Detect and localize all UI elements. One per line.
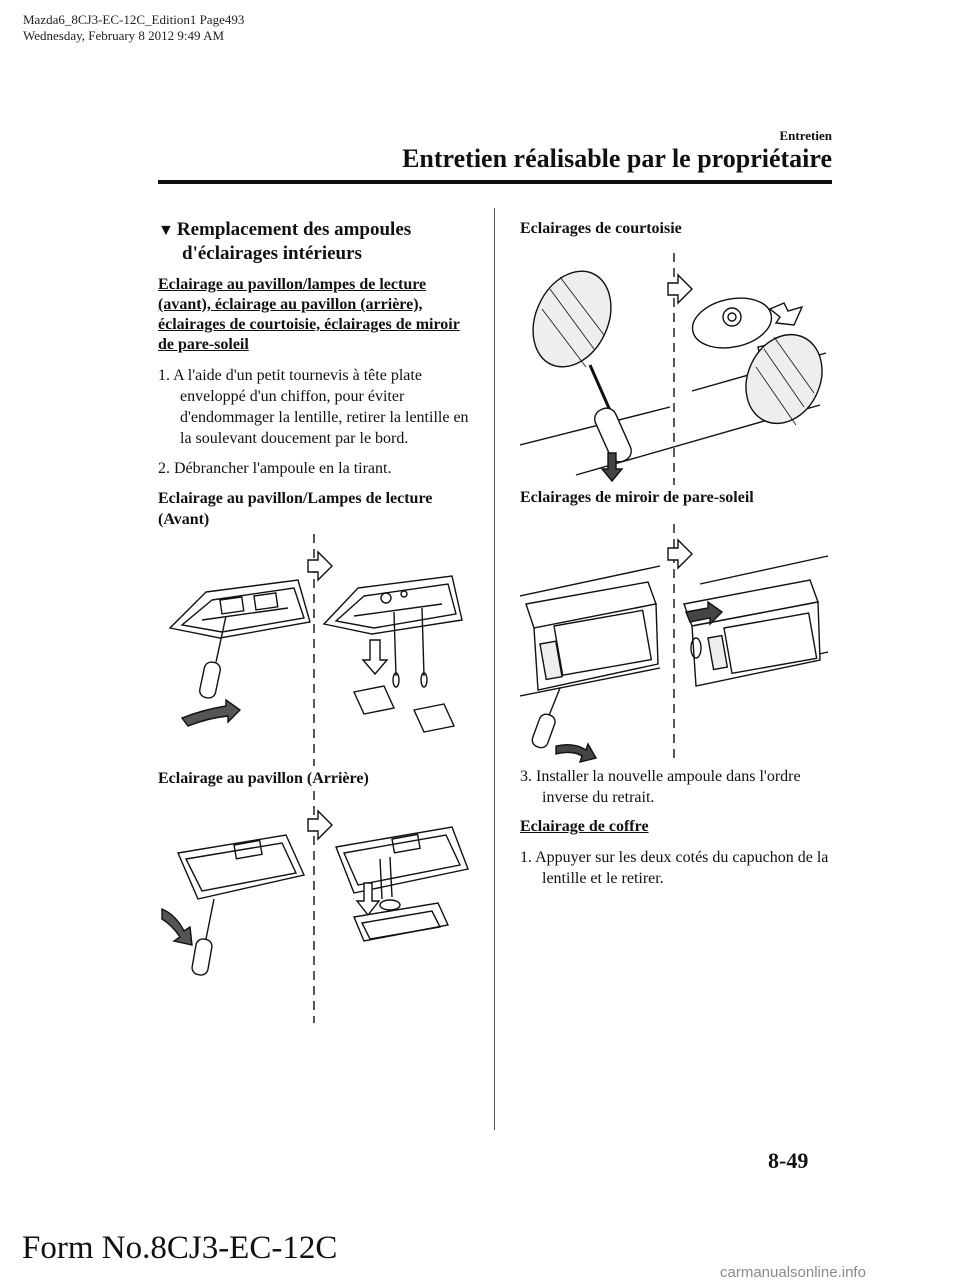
header-rule <box>158 180 832 184</box>
caption-vanity-mirror-lamp: Eclairages de miroir de pare-soleil <box>520 489 754 506</box>
triangle-bullet-icon: ▼ <box>158 222 174 239</box>
caption-courtesy-lamp: Eclairages de courtoisie <box>520 220 682 237</box>
section-heading <box>158 218 476 265</box>
column-divider <box>494 208 495 1130</box>
trunk-step-1: 1. Appuyer sur les deux cotés du capuchon de la lentille et le retirer. <box>520 849 829 887</box>
watermark: carmanualsonline.info <box>720 1264 866 1281</box>
step-1: 1. A l'aide d'un petit tournevis à tête plate enveloppé d'un chiffon, pour éviter d'endommager la lentille, retirer la lentille en la soulevant doucement par le bord. <box>158 367 469 447</box>
right-column <box>520 218 840 898</box>
caption-front-map-lamp: Eclairage au pavillon/Lampes de lecture (Avant) <box>158 490 433 528</box>
page-title: Entretien réalisable par le propriétaire <box>402 144 832 173</box>
courtesy-lamp-illustration <box>520 239 840 487</box>
trunk-lamp-heading: Eclairage de coffre <box>520 818 649 835</box>
step-3: 3. Installer la nouvelle ampoule dans l'ordre inverse du retrait. <box>520 768 801 806</box>
meta-line-1: Mazda6_8CJ3-EC-12C_Edition1 Page493 <box>23 12 245 27</box>
rear-dome-lamp-illustration <box>158 789 476 1025</box>
caption-rear-dome-lamp: Eclairage au pavillon (Arrière) <box>158 770 369 787</box>
print-metadata <box>23 12 244 44</box>
meta-line-2: Wednesday, February 8 2012 9:49 AM <box>23 28 225 43</box>
section-label: Entretien <box>779 128 832 143</box>
left-column <box>158 218 476 1025</box>
front-map-lamp-illustration <box>158 530 476 768</box>
lamp-list-subheading: Eclairage au pavillon/lampes de lecture (avant), éclairage au pavillon (arrière), éclairages de courtoisie, éclairages de miroir de pare-soleil <box>158 276 460 353</box>
step-2: 2. Débrancher l'ampoule en la tirant. <box>158 460 392 477</box>
form-number: Form No.8CJ3-EC-12C <box>22 1230 338 1266</box>
vanity-mirror-lamp-illustration <box>520 508 840 766</box>
page-number: 8-49 <box>768 1148 809 1173</box>
heading-line-1: Remplacement des ampoules <box>176 219 412 240</box>
heading-line-2: d'éclairages intérieurs <box>182 243 362 264</box>
